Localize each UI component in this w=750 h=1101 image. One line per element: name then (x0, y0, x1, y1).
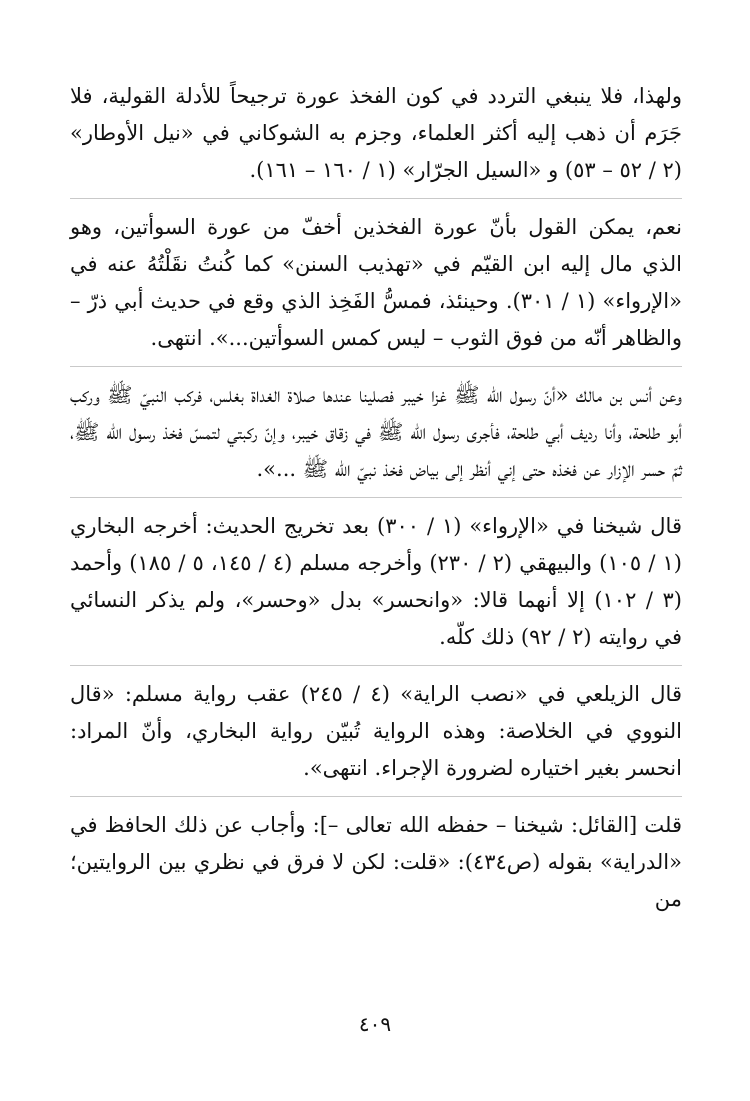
paragraph-divider (70, 497, 682, 498)
paragraph-4: قال شيخنا في «الإرواء» (١ / ٣٠٠) بعد تخريج الحديث: أخرجه البخاري (١ / ١٠٥) والبيهقي (٢ / ٢٣٠) وأخرجه مسلم (٤ / ١٤٥، ٥ / ١٨٥) وأحمد (٣ / ١٠٢) إلا أنهما قالا: «وانحسر» بدل «وحسر»، ولم يذكر النسائي في روايته (٢ / ٩٢) ذلك كلّه. (70, 514, 682, 649)
paragraph-6: قلت [القائل: شيخنا – حفظه الله تعالى –]: وأجاب عن ذلك الحافظ في «الدراية» بقوله (ص٤٣٤): «قلت: لكن لا فرق في نظري بين الروايتين؛ من (70, 813, 682, 911)
paragraph-divider (70, 366, 682, 367)
page-body (70, 78, 682, 918)
paragraph-divider (70, 665, 682, 666)
paragraph-5: قال الزيلعي في «نصب الراية» (٤ / ٢٤٥) عقب رواية مسلم: «قال النووي في الخلاصة: وهذه الرواية تُبيّن رواية البخاري، وأنّ المراد: انحسر بغير اختياره لضرورة الإجراء. انتهى». (70, 682, 682, 780)
paragraph-divider (70, 198, 682, 199)
paragraph-divider (70, 796, 682, 797)
paragraph-3: وعن أنس بن مالك «أنّ رسول الله ﷺ غزا خيبر فصلينا عندها صلاة الغداة بغلس، فركب النبيّ ﷺ وركب أبو طلحة، وأنا رديف أبي طلحة، فأجرى رسول الله ﷺ في زقاق خيبر، وإنّ ركبتي لتمسّ فخذ رسول الله ﷺ، ثمّ حسر الإزار عن فخذه حتى إني أنظر إلى بياض فخذ نبيّ الله ﷺ ...». (70, 383, 682, 481)
paragraph-1: ولهذا، فلا ينبغي التردد في كون الفخذ عورة ترجيحاً للأدلة القولية، فلا جَرَم أن ذهب إليه أكثر العلماء، وجزم به الشوكاني في «نيل الأوطار» (٢ / ٥٢ – ٥٣) و «السيل الجرّار» (١ / ١٦٠ – ١٦١). (70, 84, 683, 182)
paragraph-2: نعم، يمكن القول بأنّ عورة الفخذين أخفّ من عورة السوأتين، وهو الذي مال إليه ابن القيّم في «تهذيب السنن» كما كُنتُ نقَلْتُهُ عنه في «الإرواء» (١ / ٣٠١). وحينئذ، فمسُّ الفَخِذ الذي وقع في حديث أبي ذرّ – والظاهر أنّه من فوق الثوب – ليس كمس السوأتين...». انتهى. (70, 215, 682, 350)
page-number: ٤٠٩ (358, 1012, 392, 1036)
